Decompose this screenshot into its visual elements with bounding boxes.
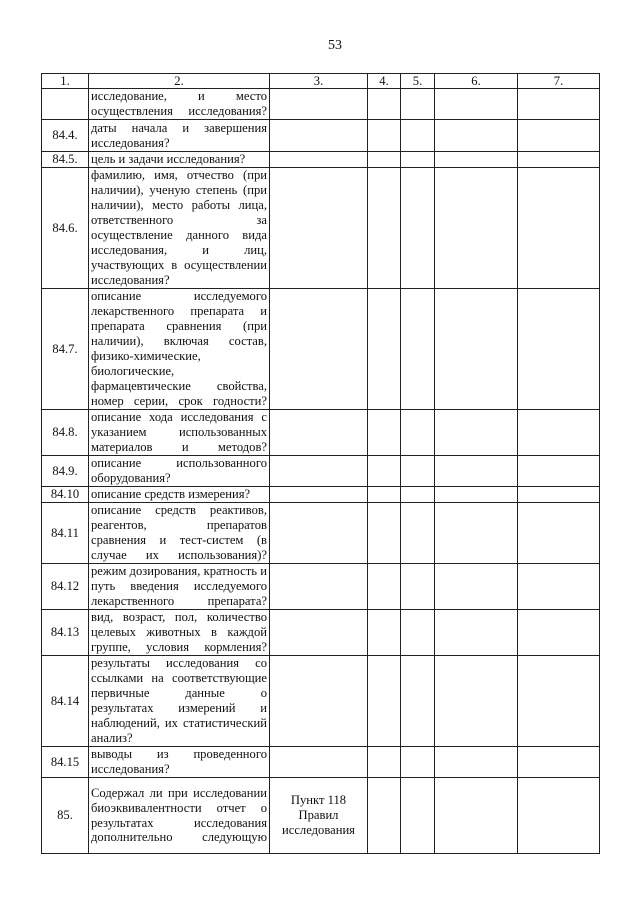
question-text: даты начала и завершения исследования? xyxy=(89,120,270,152)
answer-cell-7 xyxy=(518,778,600,854)
answer-cell-4 xyxy=(368,89,401,120)
reference-cell xyxy=(270,564,368,610)
question-text: цель и задачи исследования? xyxy=(89,152,270,168)
answer-cell-5 xyxy=(401,410,435,456)
header-col-6: 6. xyxy=(435,74,518,89)
row-number: 84.12 xyxy=(42,564,89,610)
question-text: выводы из проведенного исследования? xyxy=(89,747,270,778)
reference-cell: Пункт 118 Правил исследования xyxy=(270,778,368,854)
answer-cell-4 xyxy=(368,487,401,503)
page-number: 53 xyxy=(328,38,342,53)
answer-cell-5 xyxy=(401,503,435,564)
answer-cell-7 xyxy=(518,564,600,610)
answer-cell-7 xyxy=(518,656,600,747)
checklist-table xyxy=(41,73,600,854)
answer-cell-5 xyxy=(401,610,435,656)
answer-cell-5 xyxy=(401,289,435,410)
table-row xyxy=(42,610,600,656)
reference-cell xyxy=(270,89,368,120)
answer-cell-4 xyxy=(368,778,401,854)
header-col-7: 7. xyxy=(518,74,600,89)
question-text: описание средств измерения? xyxy=(89,487,270,503)
table-row xyxy=(42,120,600,152)
answer-cell-6 xyxy=(435,89,518,120)
answer-cell-5 xyxy=(401,564,435,610)
answer-cell-7 xyxy=(518,610,600,656)
answer-cell-6 xyxy=(435,152,518,168)
answer-cell-4 xyxy=(368,656,401,747)
question-text: описание исследуемого лекарственного препарата и препарата сравнения (при наличии), включая состав, физико-химические, биологические, фармацевтические свойства, номер серии, срок годности? xyxy=(89,289,270,410)
reference-cell xyxy=(270,656,368,747)
answer-cell-6 xyxy=(435,410,518,456)
answer-cell-6 xyxy=(435,778,518,854)
answer-cell-6 xyxy=(435,120,518,152)
answer-cell-7 xyxy=(518,120,600,152)
question-text: вид, возраст, пол, количество целевых животных в каждой группе, условия кормления? xyxy=(89,610,270,656)
answer-cell-7 xyxy=(518,503,600,564)
table-row xyxy=(42,503,600,564)
reference-cell xyxy=(270,120,368,152)
reference-cell xyxy=(270,152,368,168)
question-text: результаты исследования со ссылками на соответствующие первичные данные о результатах измерений и наблюдений, их статистический анализ? xyxy=(89,656,270,747)
question-text: исследование, и место осуществления исследования? xyxy=(89,89,270,120)
table-row xyxy=(42,410,600,456)
answer-cell-5 xyxy=(401,456,435,487)
question-text: описание хода исследования с указанием использованных материалов и методов? xyxy=(89,410,270,456)
answer-cell-5 xyxy=(401,152,435,168)
answer-cell-4 xyxy=(368,289,401,410)
answer-cell-5 xyxy=(401,656,435,747)
answer-cell-4 xyxy=(368,564,401,610)
answer-cell-7 xyxy=(518,410,600,456)
answer-cell-7 xyxy=(518,152,600,168)
row-number: 84.14 xyxy=(42,656,89,747)
answer-cell-7 xyxy=(518,289,600,410)
reference-cell xyxy=(270,410,368,456)
table-row xyxy=(42,564,600,610)
answer-cell-5 xyxy=(401,778,435,854)
table-row xyxy=(42,487,600,503)
reference-cell xyxy=(270,456,368,487)
reference-cell xyxy=(270,289,368,410)
table-row xyxy=(42,656,600,747)
table-row xyxy=(42,289,600,410)
answer-cell-4 xyxy=(368,120,401,152)
header-col-1: 1. xyxy=(42,74,89,89)
answer-cell-6 xyxy=(435,503,518,564)
row-number: 84.9. xyxy=(42,456,89,487)
header-col-5: 5. xyxy=(401,74,435,89)
answer-cell-5 xyxy=(401,168,435,289)
question-text: фамилию, имя, отчество (при наличии), ученую степень (при наличии), место работы лица, ответственного за осуществление данного вида исследования, и лиц, участвующих в осуществлении исследования? xyxy=(89,168,270,289)
table-row xyxy=(42,456,600,487)
header-col-3: 3. xyxy=(270,74,368,89)
table-row xyxy=(42,89,600,120)
row-number: 84.10 xyxy=(42,487,89,503)
answer-cell-7 xyxy=(518,747,600,778)
reference-cell xyxy=(270,610,368,656)
answer-cell-6 xyxy=(435,747,518,778)
answer-cell-6 xyxy=(435,610,518,656)
header-row xyxy=(42,74,600,89)
answer-cell-4 xyxy=(368,747,401,778)
answer-cell-5 xyxy=(401,487,435,503)
answer-cell-4 xyxy=(368,503,401,564)
row-number: 84.8. xyxy=(42,410,89,456)
answer-cell-7 xyxy=(518,168,600,289)
answer-cell-7 xyxy=(518,89,600,120)
row-number: 84.11 xyxy=(42,503,89,564)
table-row xyxy=(42,168,600,289)
question-text: режим дозирования, кратность и путь введения исследуемого лекарственного препарата? xyxy=(89,564,270,610)
row-number: 85. xyxy=(42,778,89,854)
answer-cell-4 xyxy=(368,456,401,487)
row-number: 84.13 xyxy=(42,610,89,656)
answer-cell-6 xyxy=(435,564,518,610)
question-text: описание средств реактивов, реагентов, препаратов сравнения и тест-систем (в случае их использования)? xyxy=(89,503,270,564)
question-text: описание использованного оборудования? xyxy=(89,456,270,487)
header-col-4: 4. xyxy=(368,74,401,89)
row-number: 84.15 xyxy=(42,747,89,778)
answer-cell-6 xyxy=(435,456,518,487)
row-number xyxy=(42,89,89,120)
row-number: 84.6. xyxy=(42,168,89,289)
reference-cell xyxy=(270,747,368,778)
answer-cell-4 xyxy=(368,152,401,168)
row-number: 84.4. xyxy=(42,120,89,152)
answer-cell-6 xyxy=(435,168,518,289)
answer-cell-7 xyxy=(518,456,600,487)
reference-cell xyxy=(270,168,368,289)
answer-cell-6 xyxy=(435,487,518,503)
answer-cell-5 xyxy=(401,89,435,120)
row-number: 84.7. xyxy=(42,289,89,410)
answer-cell-7 xyxy=(518,487,600,503)
table-row xyxy=(42,747,600,778)
answer-cell-5 xyxy=(401,120,435,152)
answer-cell-4 xyxy=(368,610,401,656)
answer-cell-5 xyxy=(401,747,435,778)
answer-cell-4 xyxy=(368,410,401,456)
answer-cell-6 xyxy=(435,289,518,410)
reference-cell xyxy=(270,487,368,503)
reference-cell xyxy=(270,503,368,564)
question-text: Содержал ли при исследовании биоэквивалентности отчет о результатах исследования дополнительно следующую xyxy=(89,778,270,854)
answer-cell-4 xyxy=(368,168,401,289)
row-number: 84.5. xyxy=(42,152,89,168)
table-row xyxy=(42,778,600,854)
header-col-2: 2. xyxy=(89,74,270,89)
answer-cell-6 xyxy=(435,656,518,747)
table-row xyxy=(42,152,600,168)
